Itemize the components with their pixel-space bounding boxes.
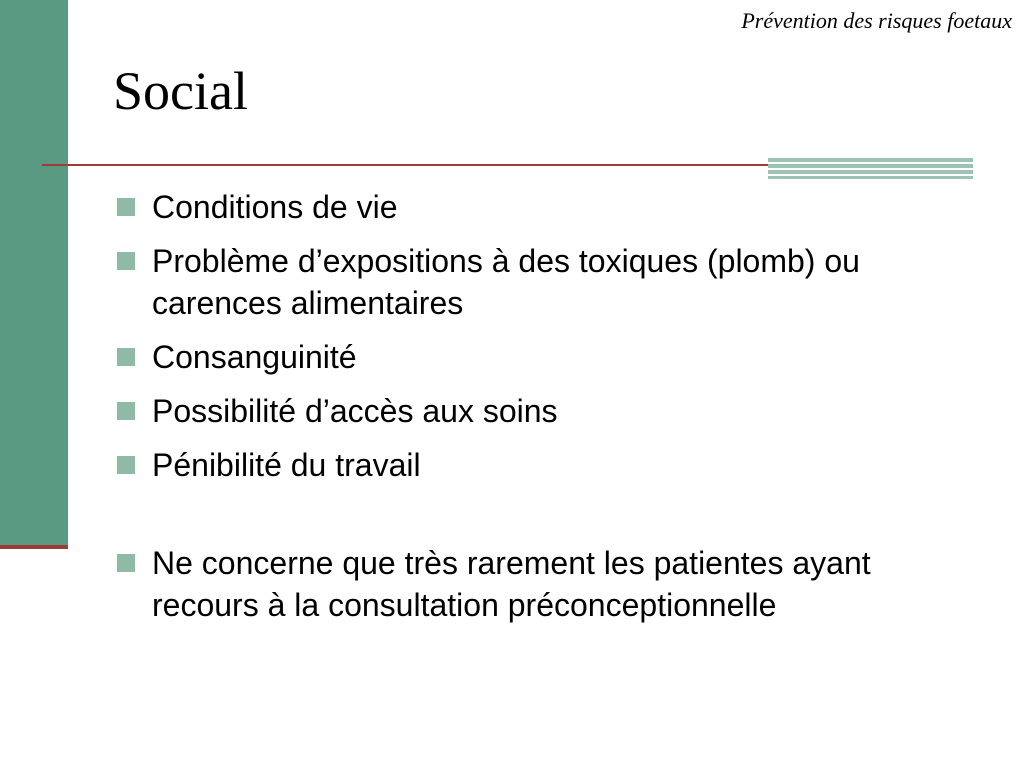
bullet-text: Ne concerne que très rarement les patientes ayant recours à la consultation préconceptionnelle	[152, 545, 871, 623]
square-bullet-icon	[117, 554, 135, 572]
square-bullet-icon	[117, 198, 135, 216]
bullet-item	[114, 186, 974, 228]
bullet-text: Problème d’expositions à des toxiques (plomb) ou carences alimentaires	[152, 243, 860, 321]
bullet-text: Possibilité d’accès aux soins	[152, 393, 558, 429]
left-decorative-band	[0, 0, 68, 545]
bullet-item	[114, 240, 974, 324]
bullet-item	[114, 444, 974, 486]
header-caption: Prévention des risques foetaux	[741, 8, 1012, 33]
slide-title: Social	[113, 61, 248, 121]
bullet-text: Consanguinité	[152, 339, 357, 375]
bullet-list	[114, 186, 974, 638]
square-bullet-icon	[117, 456, 135, 474]
square-bullet-icon	[117, 252, 135, 270]
bullet-text: Pénibilité du travail	[152, 447, 421, 483]
left-band-rule	[0, 545, 68, 549]
square-bullet-icon	[117, 348, 135, 366]
accent-bar	[768, 158, 973, 179]
bullet-item	[114, 390, 974, 432]
square-bullet-icon	[117, 402, 135, 420]
bullet-item	[114, 336, 974, 378]
bullet-item	[114, 542, 974, 626]
bullet-text: Conditions de vie	[152, 189, 398, 225]
